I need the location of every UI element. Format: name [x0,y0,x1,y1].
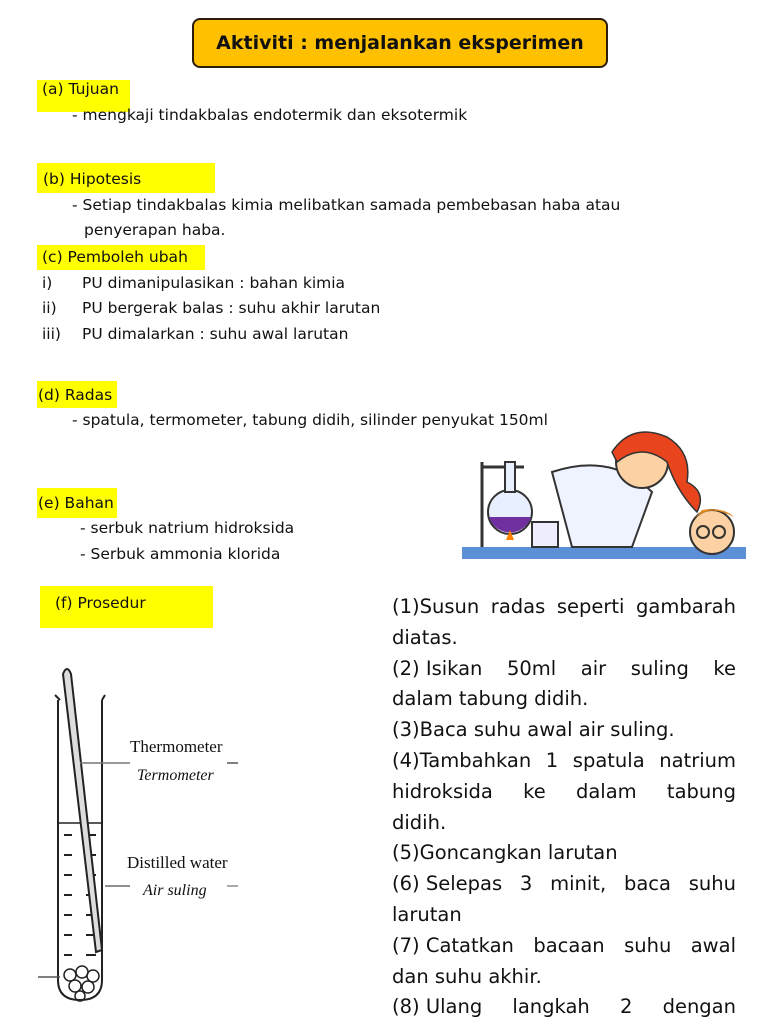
bahan-item: - Serbuk ammonia klorida [80,545,281,563]
hipotesis-heading: (b) Hipotesis [43,170,142,188]
bahan-item: - serbuk natrium hidroksida [80,519,295,537]
procedure-list [392,592,736,1023]
thermometer-label: Thermometer [130,737,223,756]
heading-text: (e) Baha [38,494,105,512]
step-number: (8) [392,995,426,1019]
item-num: ii) [42,299,57,317]
test-tube-diagram [30,660,250,1005]
step-text-cont: dalam tabung didih. [392,687,589,711]
procedure-step [392,746,736,838]
step-number: (6) [392,872,426,896]
step-text-cont: dan suhu akhir. [392,964,542,988]
procedure-step [392,654,736,716]
step-text: Catatkan bacaan suhu awal [425,933,736,957]
tujuan-text: - mengkaji tindakbalas endotermik dan eksotermik [72,106,468,124]
step-number: (4) [392,748,420,772]
scientist-illustration [462,422,748,562]
step-text-cont: diatas. [392,625,458,649]
item-text: PU bergerak balas : suhu akhir larutan [82,299,381,317]
procedure-step [392,838,736,869]
variable-item [42,299,380,317]
step-text: Selepas 3 minit, baca suhu [425,872,736,896]
hipotesis-text: - Setiap tindakbalas kimia melibatkan samada pembebasan haba atau [72,196,621,214]
prosedur-heading: (f) Prosedur [55,594,146,612]
radas-heading: (d) Radas [38,386,113,404]
item-num: i) [42,274,53,292]
variable-item [42,325,348,343]
step-text: Susun radas seperti gambarah [419,595,736,618]
page-title: Aktiviti : menjalankan eksperimen [192,18,608,68]
item-num: iii) [42,325,61,343]
step-text: Goncangkan larutan [419,841,618,865]
heading-tail: h [178,248,188,266]
step-number: (5) [392,841,420,865]
step-text: Baca suhu awal air suling. [419,718,675,742]
step-text-cont: hidroksida ke dalam tabung [392,779,736,803]
procedure-step [392,715,736,746]
distilled-water-label: Distilled water [127,853,228,872]
procedure-step [392,931,736,993]
heading-text: (c) Pemboleh uba [42,248,179,266]
thermometer-label-ms: Termometer [137,767,214,784]
variable-item [42,274,345,292]
tujuan-heading: (a) Tujuan [42,80,119,98]
distilled-water-label-ms: Air suling [143,882,207,899]
thermometer [63,669,102,952]
heading-tail: n [104,494,114,512]
step-text-cont: larutan [392,902,462,926]
step-text: Ulang langkah 2 dengan [425,995,736,1019]
item-text: PU dimanipulasikan : bahan kimia [82,274,346,292]
bahan-heading [38,494,114,512]
hipotesis-text-cont: penyerapan haba. [84,221,226,239]
procedure-step [392,869,736,931]
step-text-cont: didih. [392,810,447,834]
procedure-step [392,592,736,654]
step-number: (7) [392,933,426,957]
solid-pellets [64,966,99,1001]
radas-text: - spatula, termometer, tabung didih, silinder penyukat 150ml [72,411,548,429]
pemboleh-ubah-heading [42,248,188,266]
item-text: PU dimalarkan : suhu awal larutan [82,325,349,343]
step-number: (1) [392,595,420,618]
procedure-step [392,992,736,1023]
step-number: (2) [392,656,426,680]
step-number: (3) [392,718,420,742]
step-text: Isikan 50ml air suling ke [425,656,736,680]
step-text: Tambahkan 1 spatula natrium [419,748,736,772]
